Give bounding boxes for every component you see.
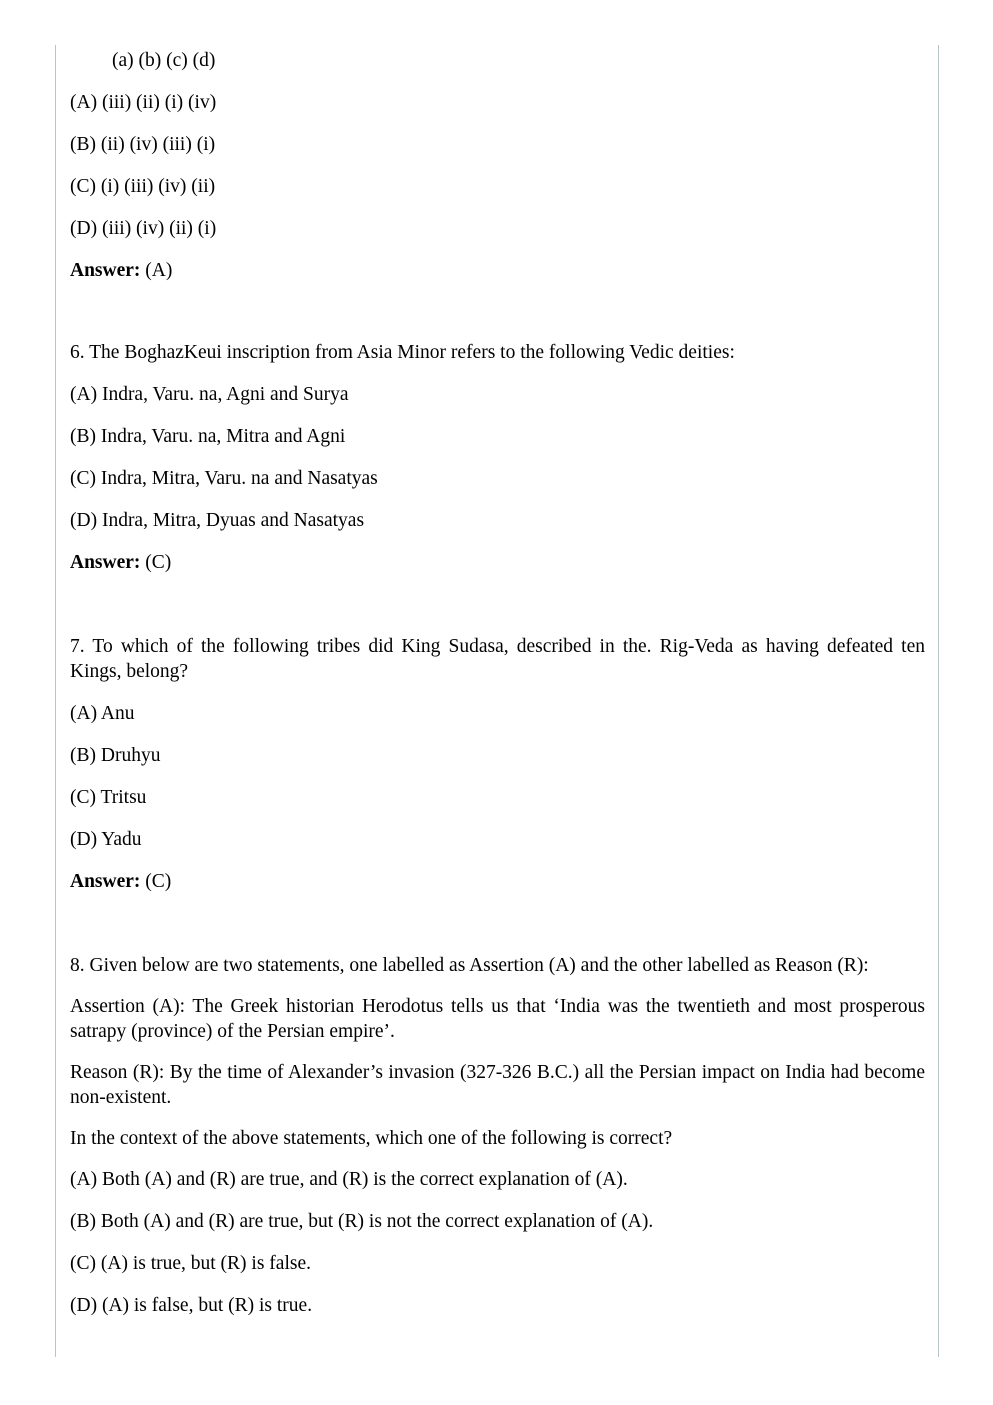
q5-option-b: (B) (ii) (iv) (iii) (i) (70, 134, 216, 155)
page-border-right (938, 45, 939, 1357)
q6-option-b: (B) Indra, Varu. na, Mitra and Agni (70, 426, 346, 447)
q5-answer-label: Answer: (70, 260, 141, 281)
q5-match-header: (a) (b) (c) (d) (112, 50, 216, 71)
q6-answer-value: (C) (140, 552, 172, 573)
q7-answer-label: Answer: (70, 871, 141, 892)
q8-assertion: Assertion (A): The Greek historian Herodotus tells us that ‘India was the twentieth and most prosperous satrapy (province) of the Persian empire’. (70, 996, 925, 1042)
q7-option-a: (A) Anu (70, 703, 135, 724)
q8-prompt: In the context of the above statements, which one of the following is correct? (70, 1128, 673, 1149)
q5-option-d: (D) (iii) (iv) (ii) (i) (70, 218, 217, 239)
q6-answer (70, 550, 925, 575)
q6-answer-label: Answer: (70, 552, 141, 573)
page-border-left (55, 45, 56, 1357)
q6-question: 6. The BoghazKeui inscription from Asia Minor refers to the following Vedic deities: (70, 342, 735, 363)
q5-option-c: (C) (i) (iii) (iv) (ii) (70, 176, 216, 197)
q7-question: 7. To which of the following tribes did King Sudasa, described in the. Rig-Veda as having defeated ten Kings, belong? (70, 636, 925, 682)
q8-option-c: (C) (A) is true, but (R) is false. (70, 1253, 311, 1274)
q6-option-d: (D) Indra, Mitra, Dyuas and Nasatyas (70, 510, 365, 531)
q7-option-b: (B) Druhyu (70, 745, 161, 766)
q6-option-c: (C) Indra, Mitra, Varu. na and Nasatyas (70, 468, 378, 489)
q8-option-b: (B) Both (A) and (R) are true, but (R) is not the correct explanation of (A). (70, 1211, 654, 1232)
q5-answer (70, 258, 925, 283)
q8-option-a: (A) Both (A) and (R) are true, and (R) is the correct explanation of (A). (70, 1169, 628, 1190)
q7-answer-value: (C) (140, 871, 172, 892)
document-content (70, 48, 925, 1318)
q5-option-a: (A) (iii) (ii) (i) (iv) (70, 92, 217, 113)
q5-answer-value: (A) (140, 260, 173, 281)
q8-reason: Reason (R): By the time of Alexander’s invasion (327-326 B.C.) all the Persian impact on India had become non-existent. (70, 1062, 925, 1108)
q8-option-d: (D) (A) is false, but (R) is true. (70, 1295, 313, 1316)
q8-question: 8. Given below are two statements, one labelled as Assertion (A) and the other labelled as Reason (R): (70, 955, 869, 976)
q7-option-d: (D) Yadu (70, 829, 142, 850)
q7-option-c: (C) Tritsu (70, 787, 147, 808)
q6-option-a: (A) Indra, Varu. na, Agni and Surya (70, 384, 349, 405)
q7-answer (70, 869, 925, 894)
